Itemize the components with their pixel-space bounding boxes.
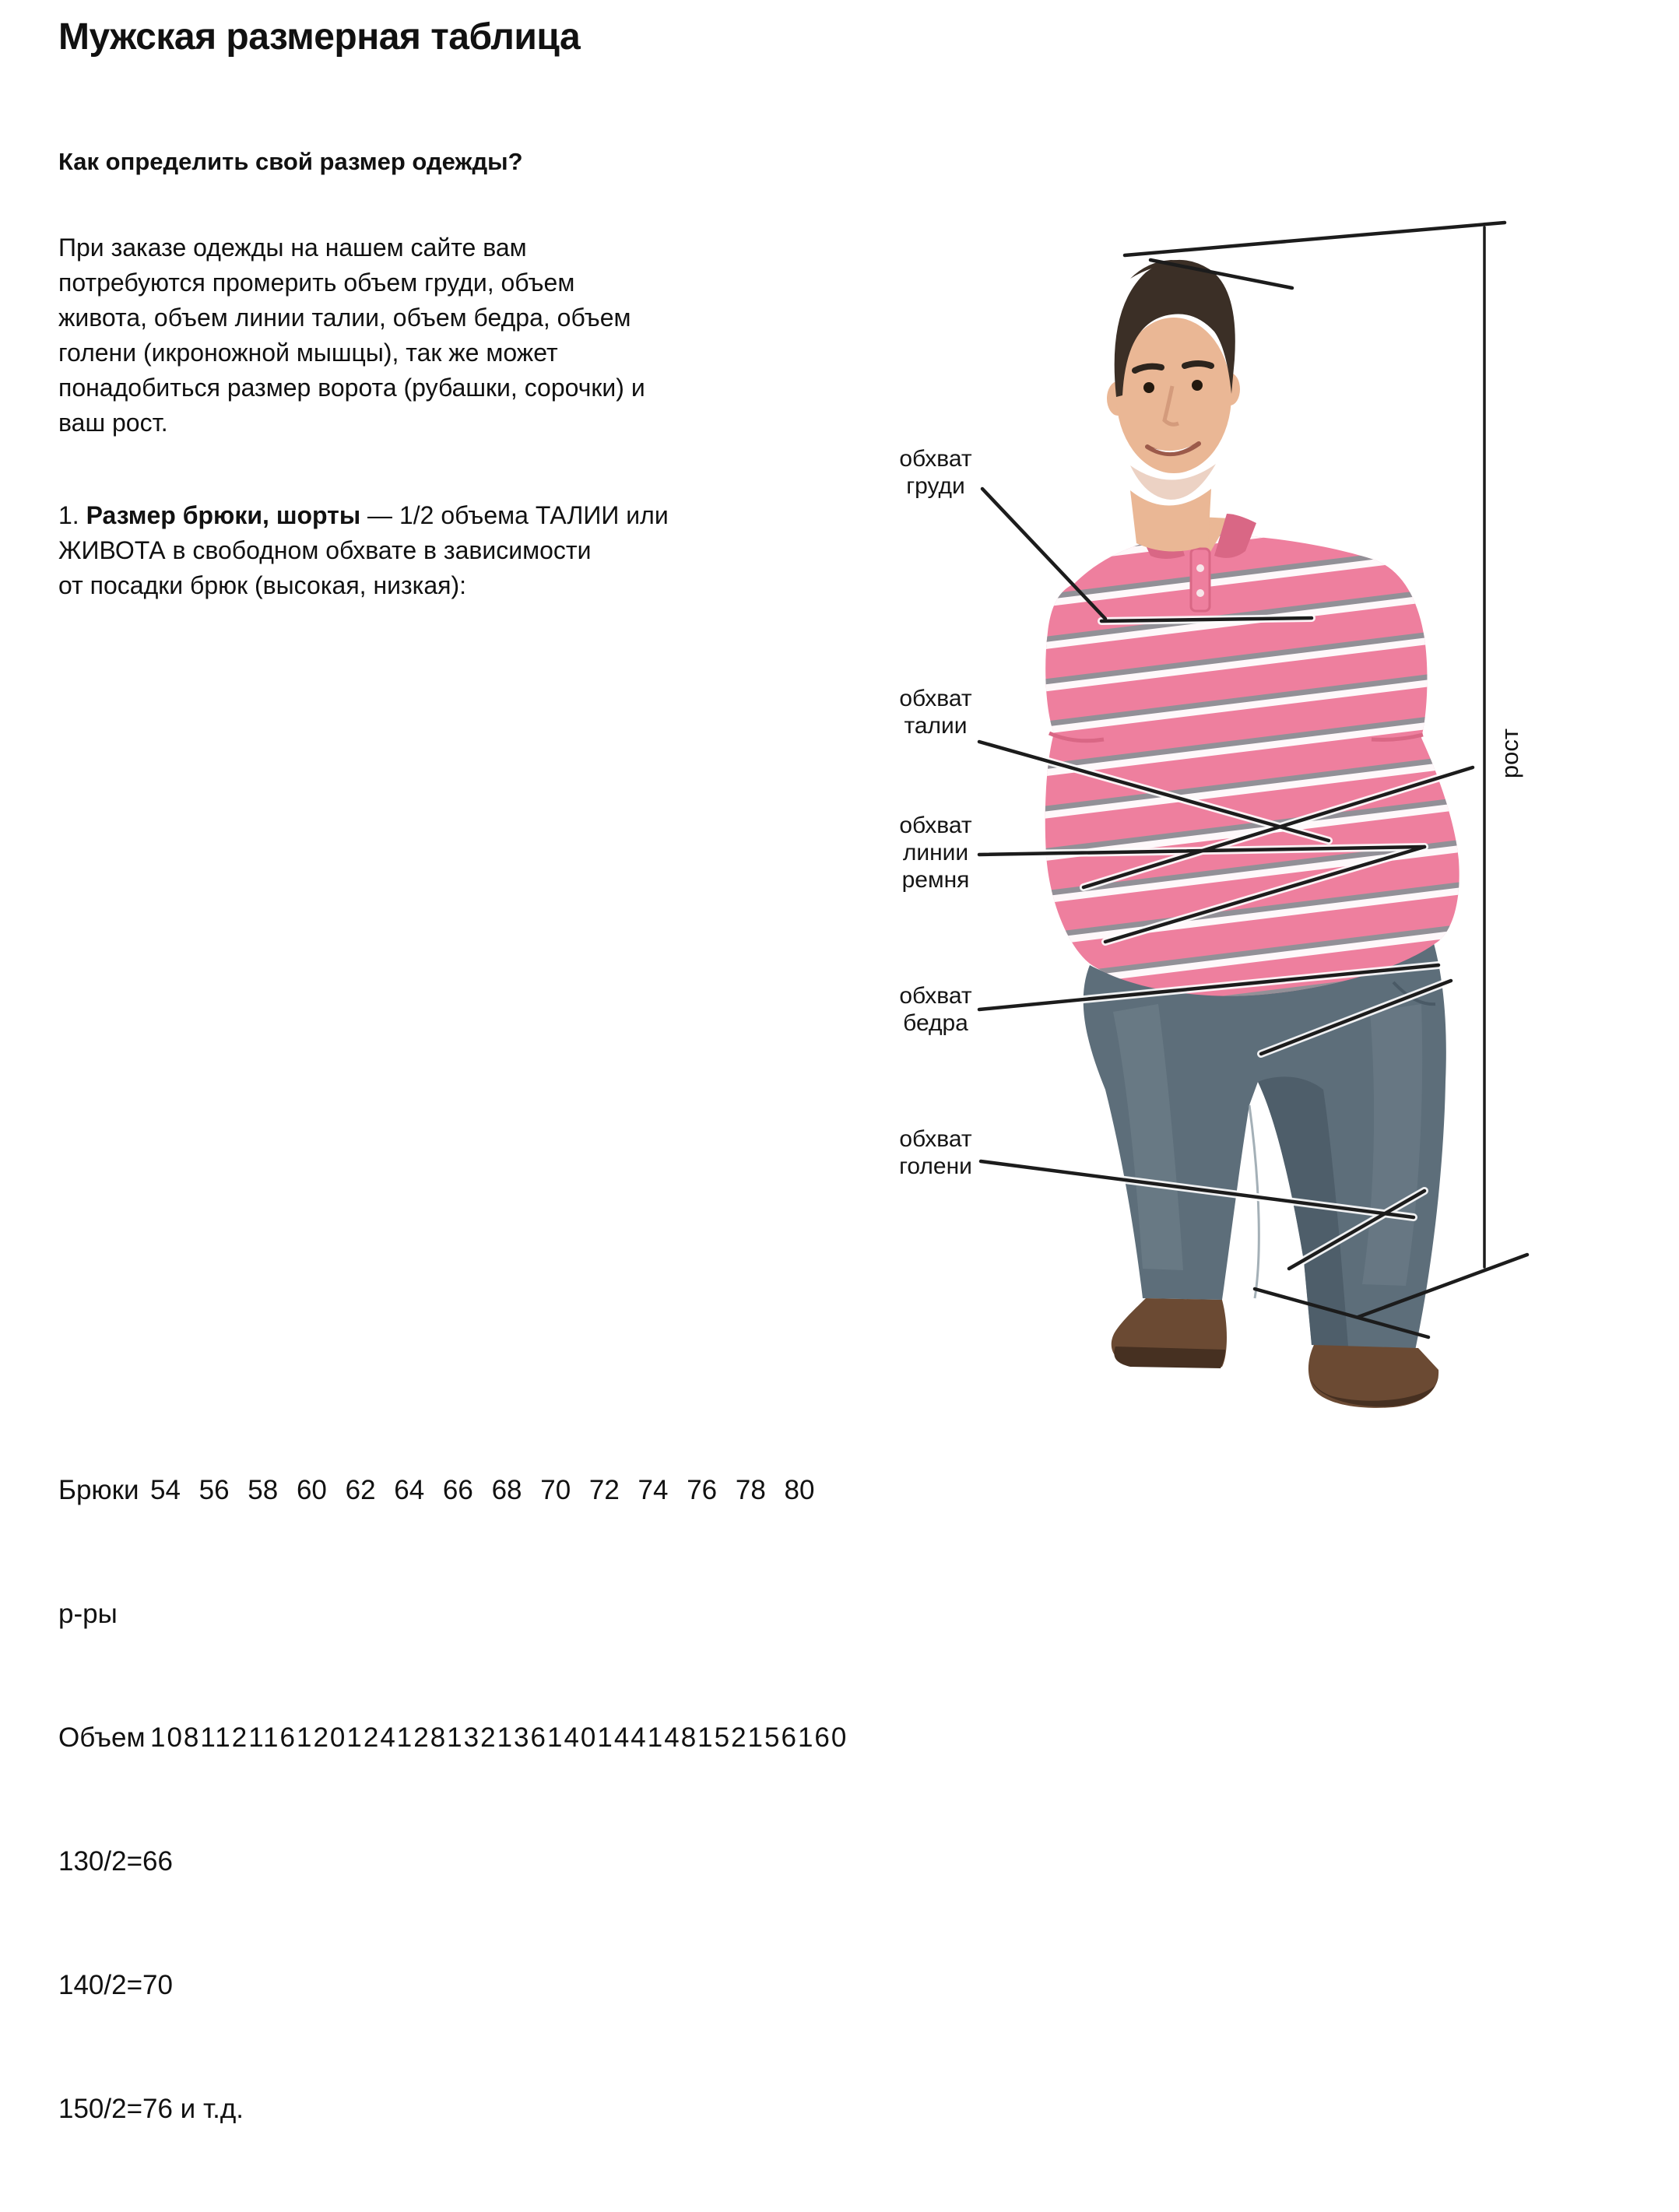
waist-girth-label: обхват талии	[899, 686, 972, 739]
size-table	[58, 1387, 848, 2212]
rule-1-line: от посадки брюк (высокая, низкая):	[58, 571, 467, 599]
calc-line: 140/2=70	[58, 1970, 173, 2000]
man-head	[1107, 260, 1240, 552]
rule-1-bold: Размер брюки, шорты	[86, 501, 361, 529]
pants-sizes-row	[58, 1469, 848, 1511]
pants-sublabel: р-ры	[58, 1599, 118, 1629]
intro-paragraph	[58, 230, 681, 441]
volume-row-label: Объем	[58, 1722, 146, 1753]
intro-line: живота, объем линии талии, объем бедра, объем	[58, 304, 631, 332]
intro-line: ваш рост.	[58, 409, 168, 437]
belt-line-girth-label: обхват линии ремня	[899, 813, 972, 893]
man-photo-illustration	[856, 156, 1557, 1432]
intro-line: голени (икроножной мышцы), так же может	[58, 339, 558, 367]
pants-sizes-values: 54 56 58 60 62 64 66 68 70 72 74 76 78 80	[150, 1475, 815, 1505]
measurement-figure	[856, 156, 1557, 1432]
intro-line: понадобиться размер ворота (рубашки, сорочки) и	[58, 374, 645, 402]
page-title: Мужская размерная таблица	[58, 16, 581, 58]
intro-line: При заказе одежды на нашем сайте вам	[58, 233, 527, 262]
calc-line: 130/2=66	[58, 1846, 173, 1877]
chest-girth-label: обхват груди	[899, 446, 972, 499]
pants-row-label: Брюки	[58, 1475, 139, 1505]
height-label: рост	[1496, 728, 1523, 779]
volume-row	[58, 1717, 848, 1758]
intro-line: потребуются промерить объем груди, объем	[58, 269, 575, 297]
how-to-heading: Как определить свой размер одежды?	[58, 148, 523, 175]
rule-1-paragraph	[58, 498, 681, 603]
volume-values: 108112116120124128132136140144148152156160	[150, 1722, 848, 1753]
rule-1-line: ЖИВОТА в свободном обхвате в зависимости	[58, 536, 592, 564]
calc-line: 150/2=76 и т.д.	[58, 2094, 244, 2124]
hip-girth-label: обхват бедра	[899, 983, 972, 1036]
rule-1-line: 1. Размер брюки, шорты — 1/2 объема ТАЛИИ или	[58, 501, 669, 529]
calf-girth-label: обхват голени	[899, 1126, 972, 1179]
